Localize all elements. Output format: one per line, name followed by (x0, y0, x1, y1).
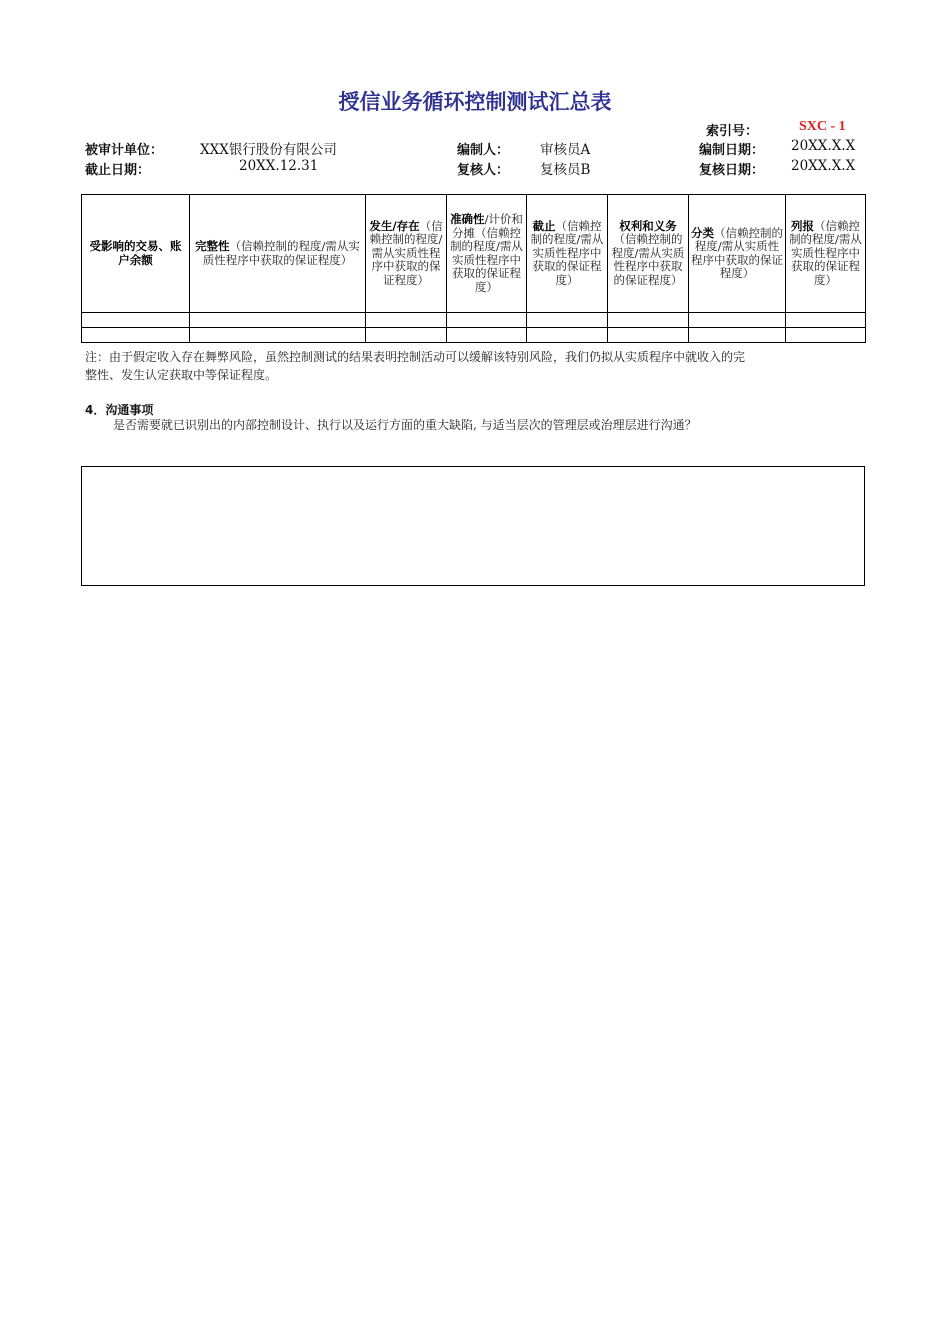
preparer-value: 审核员A (540, 142, 591, 158)
table-cell[interactable] (190, 313, 366, 328)
table-cell[interactable] (527, 328, 608, 343)
reviewer-value: 复核员B (540, 162, 591, 178)
control-test-summary-table (81, 194, 866, 343)
index-value: SXC - 1 (799, 119, 846, 134)
table-cell[interactable] (608, 313, 689, 328)
risk-note: 注：由于假定收入存在舞弊风险，虽然控制测试的结果表明控制活动可以缓解该特别风险，我们仍拟从实质程序中就收入的完整性、发生认定获取中等保证程度。 (85, 350, 746, 382)
table-cell[interactable] (82, 328, 190, 343)
table-cell[interactable] (190, 328, 366, 343)
table-cell[interactable] (786, 328, 866, 343)
communication-answer-box[interactable] (81, 466, 865, 586)
prepare-date-value: 20XX.X.X (791, 138, 856, 154)
page-title: 授信业务循环控制测试汇总表 (338, 90, 612, 114)
header-cutoff: 截止（信赖控制的程度/需从实质性程序中获取的保证程度） (527, 195, 608, 313)
reviewer-label: 复核人： (457, 163, 510, 178)
header-classification: 分类（信赖控制的程度/需从实质性程序中获取的保证程度） (689, 195, 786, 313)
table-cell[interactable] (527, 313, 608, 328)
table-cell[interactable] (447, 313, 527, 328)
table-cell[interactable] (447, 328, 527, 343)
table-cell[interactable] (608, 328, 689, 343)
review-date-value: 20XX.X.X (791, 158, 856, 174)
cutoff-date-value: 20XX.12.31 (239, 158, 319, 174)
header-accuracy-valuation: 准确性/计价和分摊（信赖控制的程度/需从实质性程序中获取的保证程度） (447, 195, 527, 313)
header-presentation: 列报（信赖控制的程度/需从实质性程序中获取的保证程度） (786, 195, 866, 313)
table-cell[interactable] (366, 328, 447, 343)
header-occurrence-existence: 发生/存在（信赖控制的程度/需从实质性程序中获取的保证程度） (366, 195, 447, 313)
audited-unit-label: 被审计单位： (85, 143, 164, 158)
header-affected-accounts: 受影响的交易、账户余额 (82, 195, 190, 313)
table-cell[interactable] (366, 313, 447, 328)
table-cell[interactable] (786, 313, 866, 328)
table-row (82, 313, 866, 328)
audited-unit-value: XXX银行股份有限公司 (200, 142, 337, 158)
preparer-label: 编制人： (457, 143, 510, 158)
section-4-heading: 4．沟通事项 (85, 403, 154, 417)
header-completeness: 完整性（信赖控制的程度/需从实质性程序中获取的保证程度） (190, 195, 366, 313)
table-cell[interactable] (689, 328, 786, 343)
table-cell[interactable] (689, 313, 786, 328)
table-row (82, 328, 866, 343)
prepare-date-label: 编制日期： (699, 143, 765, 158)
cutoff-date-label: 截止日期： (85, 163, 151, 178)
table-cell[interactable] (82, 313, 190, 328)
review-date-label: 复核日期： (699, 163, 765, 178)
header-rights-obligations: 权利和义务（信赖控制的程度/需从实质性程序中获取的保证程度） (608, 195, 689, 313)
communication-question: 是否需要就已识别出的内部控制设计、执行以及运行方面的重大缺陷, 与适当层次的管理层或治理层进行沟通？ (113, 418, 697, 432)
index-label: 索引号： (706, 124, 759, 139)
table-header-row (82, 195, 866, 313)
